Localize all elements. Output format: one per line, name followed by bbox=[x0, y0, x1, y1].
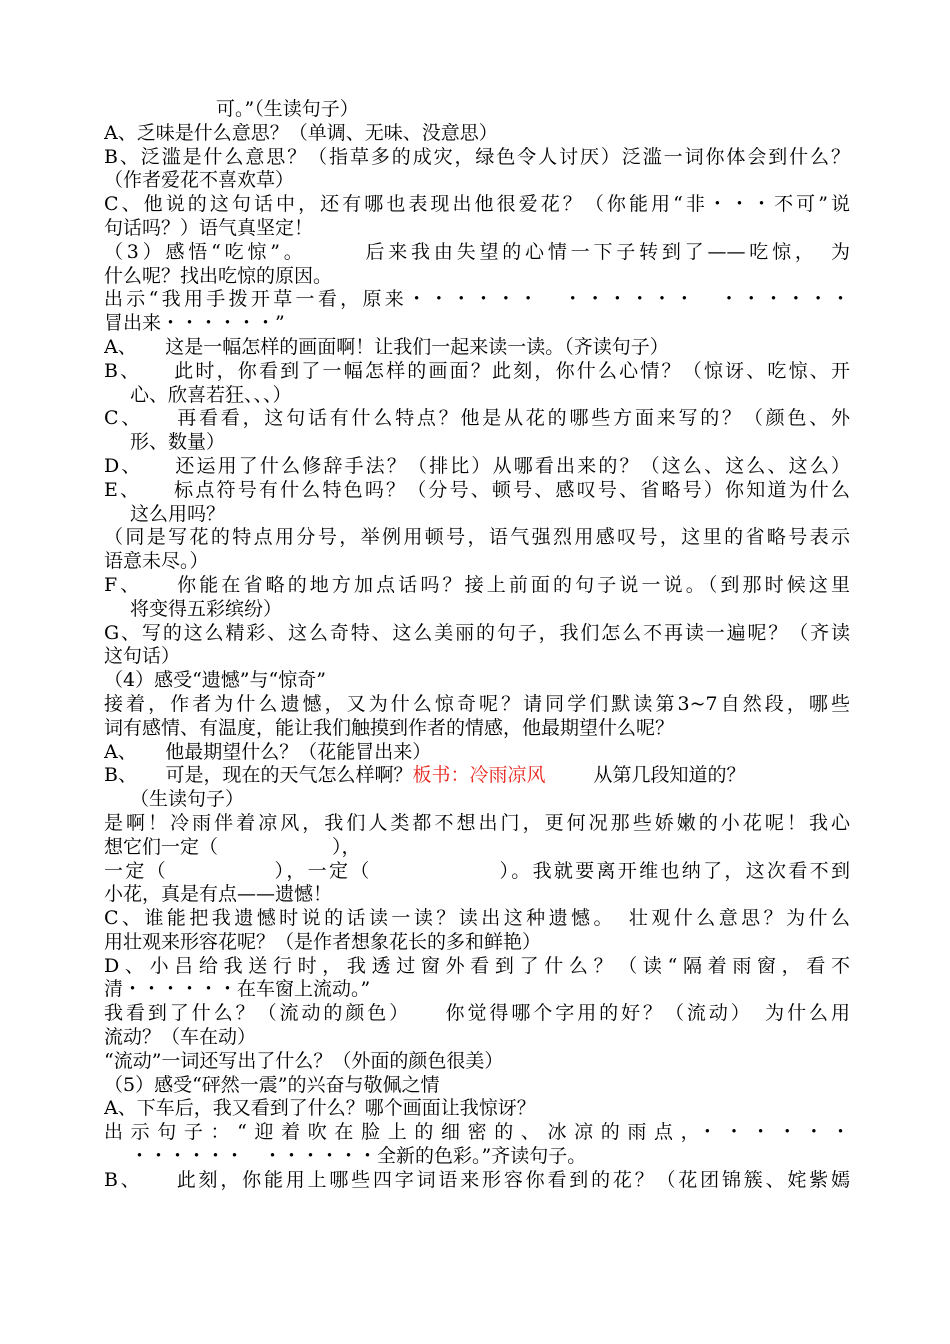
text-line: 可。”（生读句子） bbox=[216, 98, 359, 120]
text-line: C、他说的这句话中，还有哪也表现出他很爱花？（你能用“非・・・不可”说 bbox=[104, 193, 850, 216]
text-line: B、泛滥是什么意思？（指草多的成灾，绿色令人讨厌）泛滥一词你体会到什么？ bbox=[104, 145, 850, 168]
text-line: 句话吗？）语气真坚定！ bbox=[104, 216, 314, 239]
text-line: F、 你能在省略的地方加点话吗？接上前面的句子说一说。（到那时候这里 bbox=[104, 573, 850, 596]
text-line: 流动？（车在动） bbox=[104, 1026, 257, 1049]
text-line: B、 此时，你看到了一幅怎样的画面？此刻，你什么心情？（惊讶、吃惊、开 bbox=[104, 359, 850, 382]
text-line: A、 他最期望什么？（花能冒出来） bbox=[104, 740, 432, 763]
text-line: 我看到了什么？（流动的颜色） 你觉得哪个字用的好？（流动） 为什么用 bbox=[104, 1002, 850, 1025]
text-line: E、 标点符号有什么特色吗？（分号、顿号、感叹号、省略号）你知道为什么 bbox=[104, 478, 850, 501]
text-line bbox=[104, 764, 850, 788]
text-line: A、下车后，我又看到了什么？哪个画面让我惊讶？ bbox=[104, 1097, 536, 1120]
text-line: 语意未尽。） bbox=[104, 550, 209, 573]
text-line: （4）感受“遗憾”与“惊奇” bbox=[104, 669, 326, 692]
text-line: 出示句子：“迎着吹在脸上的细密的、冰凉的雨点，・・・・・・ bbox=[104, 1121, 850, 1144]
text-line: 冒出来・・・・・・” bbox=[104, 312, 285, 335]
text-line: 什么呢？找出吃惊的原因。 bbox=[104, 264, 333, 287]
text-line: C、 再看看，这句话有什么特点？他是从花的哪些方面来写的？（颜色、外 bbox=[104, 407, 850, 430]
text-line: 这么用吗？ bbox=[130, 502, 226, 525]
text-line: ・・・・・・ ・・・・・・全新的色彩。”齐读句子。 bbox=[130, 1145, 587, 1168]
text-line: 将变得五彩缤纷） bbox=[130, 597, 283, 620]
line-text: B、 可是，现在的天气怎么样啊？ bbox=[104, 764, 413, 787]
text-line: 出示“我用手拨开草一看，原来・・・・・・ ・・・・・・ ・・・・・・ bbox=[104, 288, 850, 311]
text-line: A、 这是一幅怎样的画面啊！让我们一起来读一读。（齐读句子） bbox=[104, 335, 669, 358]
text-line: 这句话） bbox=[104, 645, 181, 668]
text-line: B、 此刻，你能用上哪些四字词语来形容你看到的花？（花团锦簇、姹紫嫣 bbox=[104, 1168, 850, 1191]
text-line: “流动”一词还写出了什么？（外面的颜色很美） bbox=[104, 1049, 504, 1072]
text-line: 一定（ ），一定（ ）。我就要离开维也纳了，这次看不到 bbox=[104, 859, 850, 882]
text-line: 是啊！冷雨伴着凉风，我们人类都不想出门，更何况那些娇嫩的小花呢！我心 bbox=[104, 811, 850, 834]
blackboard-note: 板书：冷雨凉风 bbox=[412, 764, 546, 787]
document-page bbox=[104, 98, 850, 1193]
text-line: 接着，作者为什么遗憾，又为什么惊奇呢？请同学们默读第3~7自然段，哪些 bbox=[104, 692, 850, 715]
text-line: 清・・・・・・在车窗上流动。” bbox=[104, 978, 371, 1001]
text-line: 用壮观来形容花呢？（是作者想象花长的多和鲜艳） bbox=[104, 930, 542, 953]
text-line: D、 还运用了什么修辞手法？（排比）从哪看出来的？（这么、这么、这么） bbox=[104, 454, 850, 477]
text-line: （5）感受“砰然一震”的兴奋与敬佩之情 bbox=[104, 1073, 440, 1096]
text-line: G、写的这么精彩、这么奇特、这么美丽的句子，我们怎么不再读一遍呢？（齐读 bbox=[104, 621, 850, 644]
line-text: 从第几段知道的？ bbox=[593, 764, 746, 787]
text-line: （生读句子） bbox=[130, 788, 245, 811]
text-line: D、小吕给我送行时，我透过窗外看到了什么？（读“隔着雨窗，看不 bbox=[104, 954, 850, 977]
text-line: 想它们一定（ ）， bbox=[104, 835, 361, 858]
text-line: （同是写花的特点用分号，举例用顿号，语气强烈用感叹号，这里的省略号表示 bbox=[104, 526, 850, 549]
text-line: （3）感悟“吃惊”。 后来我由失望的心情一下子转到了——吃惊， 为 bbox=[104, 240, 850, 263]
text-line: A、乏味是什么意思？（单调、无味、没意思） bbox=[104, 121, 498, 144]
text-line: 小花，真是有点——遗憾！ bbox=[104, 883, 333, 906]
text-line: 心、欣喜若狂、、、） bbox=[130, 383, 292, 406]
text-line: （作者爱花不喜欢草） bbox=[104, 169, 295, 192]
text-line: 形、数量） bbox=[130, 431, 226, 454]
text-line: 词有感情、有温度，能让我们触摸到作者的情感，他最期望什么呢？ bbox=[104, 716, 675, 739]
text-line: C、谁能把我遗憾时说的话读一读？读出这种遗憾。 壮观什么意思？为什么 bbox=[104, 907, 850, 930]
